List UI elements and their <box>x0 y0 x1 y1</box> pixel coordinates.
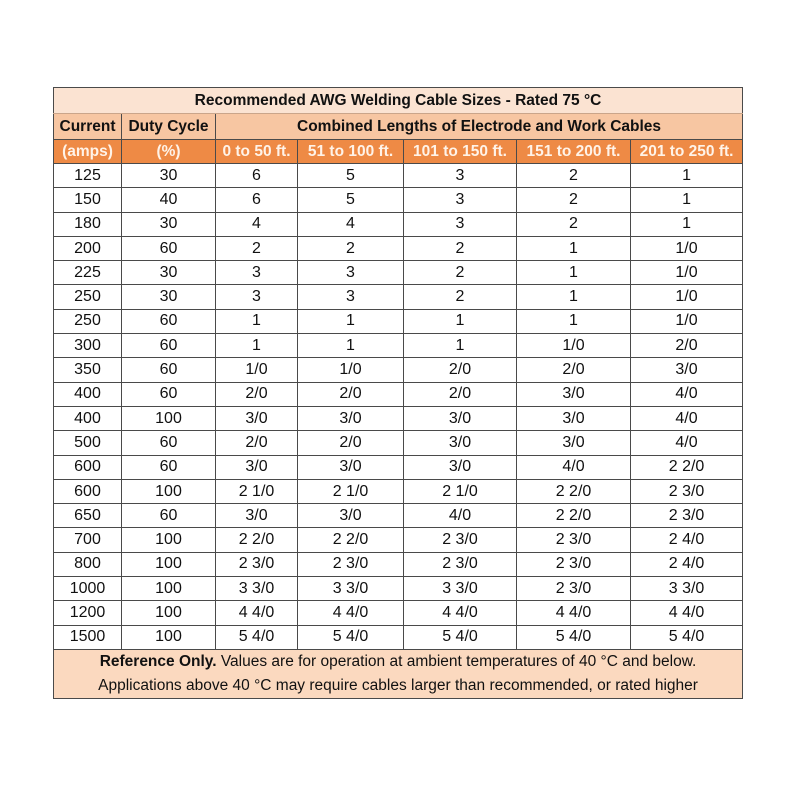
cell-size-51-100: 2 <box>298 236 404 260</box>
cell-size-151-200: 2 2/0 <box>517 504 631 528</box>
cell-size-0-50: 2 <box>216 236 298 260</box>
footer-line2: Applications above 40 °C may require cables larger than recommended, or rated higher <box>98 676 698 694</box>
cell-size-151-200: 4 4/0 <box>517 601 631 625</box>
cell-size-151-200: 2 <box>517 212 631 236</box>
cell-size-201-250: 5 4/0 <box>631 625 743 649</box>
welding-cable-table <box>53 87 743 699</box>
cell-duty-cycle: 100 <box>122 625 216 649</box>
cell-size-151-200: 1 <box>517 309 631 333</box>
cell-current-amps: 225 <box>54 261 122 285</box>
table-row <box>54 479 743 503</box>
footer-note <box>54 649 743 698</box>
cell-size-0-50: 3/0 <box>216 406 298 430</box>
table-row <box>54 164 743 188</box>
header-row-labels <box>54 114 743 140</box>
cell-duty-cycle: 30 <box>122 285 216 309</box>
cell-size-51-100: 1 <box>298 334 404 358</box>
table-row <box>54 528 743 552</box>
cell-duty-cycle: 100 <box>122 601 216 625</box>
cell-size-0-50: 4 4/0 <box>216 601 298 625</box>
cell-size-51-100: 3 <box>298 261 404 285</box>
cell-size-51-100: 5 4/0 <box>298 625 404 649</box>
cell-size-201-250: 2 4/0 <box>631 528 743 552</box>
cell-size-0-50: 5 4/0 <box>216 625 298 649</box>
cell-size-51-100: 4 4/0 <box>298 601 404 625</box>
footer-row <box>54 649 743 698</box>
cell-duty-cycle: 60 <box>122 431 216 455</box>
table-row <box>54 406 743 430</box>
header-unit-percent: (%) <box>122 140 216 164</box>
table-body <box>54 164 743 650</box>
cell-current-amps: 350 <box>54 358 122 382</box>
cell-duty-cycle: 60 <box>122 358 216 382</box>
cell-size-151-200: 1 <box>517 285 631 309</box>
cell-size-51-100: 5 <box>298 188 404 212</box>
cell-size-201-250: 1 <box>631 164 743 188</box>
cell-size-201-250: 1/0 <box>631 309 743 333</box>
header-length-0-50: 0 to 50 ft. <box>216 140 298 164</box>
cell-size-101-150: 5 4/0 <box>404 625 517 649</box>
cell-duty-cycle: 100 <box>122 406 216 430</box>
cell-size-201-250: 2 3/0 <box>631 479 743 503</box>
cell-size-151-200: 3/0 <box>517 431 631 455</box>
table-title-row <box>54 88 743 114</box>
cell-size-101-150: 2/0 <box>404 382 517 406</box>
cell-size-201-250: 2 3/0 <box>631 504 743 528</box>
table-row <box>54 358 743 382</box>
cell-size-101-150: 2 3/0 <box>404 528 517 552</box>
cell-current-amps: 1500 <box>54 625 122 649</box>
cell-size-0-50: 3 3/0 <box>216 577 298 601</box>
cell-current-amps: 125 <box>54 164 122 188</box>
cell-size-101-150: 2 3/0 <box>404 552 517 576</box>
cell-size-51-100: 3/0 <box>298 504 404 528</box>
cell-duty-cycle: 30 <box>122 212 216 236</box>
table-row <box>54 334 743 358</box>
table-row <box>54 431 743 455</box>
cell-current-amps: 600 <box>54 455 122 479</box>
cell-size-151-200: 5 4/0 <box>517 625 631 649</box>
cell-size-101-150: 2 1/0 <box>404 479 517 503</box>
cell-size-201-250: 4/0 <box>631 382 743 406</box>
cell-size-51-100: 2/0 <box>298 431 404 455</box>
cell-size-51-100: 2 2/0 <box>298 528 404 552</box>
cell-size-151-200: 4/0 <box>517 455 631 479</box>
cell-duty-cycle: 60 <box>122 504 216 528</box>
cell-size-0-50: 2 2/0 <box>216 528 298 552</box>
cell-current-amps: 800 <box>54 552 122 576</box>
cell-size-0-50: 2/0 <box>216 431 298 455</box>
cell-size-51-100: 1 <box>298 309 404 333</box>
table-row <box>54 188 743 212</box>
cell-current-amps: 1000 <box>54 577 122 601</box>
cell-size-101-150: 3/0 <box>404 406 517 430</box>
cell-size-0-50: 2/0 <box>216 382 298 406</box>
header-unit-amps: (amps) <box>54 140 122 164</box>
cell-size-151-200: 2 <box>517 164 631 188</box>
cell-duty-cycle: 100 <box>122 528 216 552</box>
cell-size-201-250: 4/0 <box>631 431 743 455</box>
cell-size-201-250: 1 <box>631 188 743 212</box>
cell-size-101-150: 1 <box>404 334 517 358</box>
header-lengths-group: Combined Lengths of Electrode and Work Cables <box>216 114 743 140</box>
cell-size-101-150: 2 <box>404 261 517 285</box>
cell-duty-cycle: 30 <box>122 261 216 285</box>
table-row <box>54 309 743 333</box>
cell-size-201-250: 1/0 <box>631 285 743 309</box>
cell-size-151-200: 2 3/0 <box>517 528 631 552</box>
table-row <box>54 236 743 260</box>
cell-size-201-250: 2/0 <box>631 334 743 358</box>
cell-size-201-250: 4/0 <box>631 406 743 430</box>
cell-size-151-200: 1 <box>517 236 631 260</box>
cell-duty-cycle: 30 <box>122 164 216 188</box>
cell-size-201-250: 2 4/0 <box>631 552 743 576</box>
cell-current-amps: 200 <box>54 236 122 260</box>
cell-size-201-250: 1/0 <box>631 261 743 285</box>
header-row-units <box>54 140 743 164</box>
header-length-51-100: 51 to 100 ft. <box>298 140 404 164</box>
cell-size-51-100: 2/0 <box>298 382 404 406</box>
cell-current-amps: 150 <box>54 188 122 212</box>
cell-size-101-150: 3/0 <box>404 455 517 479</box>
table-row <box>54 601 743 625</box>
cell-current-amps: 600 <box>54 479 122 503</box>
cell-size-101-150: 2/0 <box>404 358 517 382</box>
cell-size-0-50: 6 <box>216 164 298 188</box>
cell-size-101-150: 4/0 <box>404 504 517 528</box>
footer-line1: Values are for operation at ambient temperatures of 40 °C and below. <box>216 652 697 670</box>
cell-size-151-200: 2 3/0 <box>517 552 631 576</box>
cell-size-51-100: 3 <box>298 285 404 309</box>
cell-current-amps: 250 <box>54 285 122 309</box>
table-row <box>54 504 743 528</box>
table-row <box>54 212 743 236</box>
cell-current-amps: 700 <box>54 528 122 552</box>
cell-size-0-50: 3/0 <box>216 504 298 528</box>
table-row <box>54 285 743 309</box>
cell-size-101-150: 2 <box>404 236 517 260</box>
header-current: Current <box>54 114 122 140</box>
cell-size-151-200: 2 2/0 <box>517 479 631 503</box>
cell-duty-cycle: 40 <box>122 188 216 212</box>
footer-bold-lead: Reference Only. <box>99 652 217 670</box>
cell-current-amps: 180 <box>54 212 122 236</box>
cell-size-0-50: 1 <box>216 309 298 333</box>
cell-duty-cycle: 100 <box>122 552 216 576</box>
cell-size-151-200: 2/0 <box>517 358 631 382</box>
cell-size-101-150: 1 <box>404 309 517 333</box>
cell-current-amps: 650 <box>54 504 122 528</box>
cell-size-51-100: 3/0 <box>298 455 404 479</box>
table-row <box>54 261 743 285</box>
cell-size-0-50: 2 1/0 <box>216 479 298 503</box>
cell-duty-cycle: 60 <box>122 334 216 358</box>
cell-size-151-200: 1/0 <box>517 334 631 358</box>
table-row <box>54 382 743 406</box>
cell-size-101-150: 3 <box>404 188 517 212</box>
cell-current-amps: 250 <box>54 309 122 333</box>
cell-size-51-100: 3 3/0 <box>298 577 404 601</box>
cell-size-151-200: 3/0 <box>517 406 631 430</box>
cell-size-101-150: 3 <box>404 212 517 236</box>
cell-size-0-50: 4 <box>216 212 298 236</box>
cell-size-151-200: 1 <box>517 261 631 285</box>
cell-size-0-50: 3 <box>216 261 298 285</box>
cell-size-201-250: 1 <box>631 212 743 236</box>
header-length-101-150: 101 to 150 ft. <box>404 140 517 164</box>
table-title: Recommended AWG Welding Cable Sizes - Rated 75 °C <box>54 88 743 114</box>
cell-size-0-50: 3/0 <box>216 455 298 479</box>
header-length-151-200: 151 to 200 ft. <box>517 140 631 164</box>
cell-size-0-50: 1 <box>216 334 298 358</box>
cell-size-0-50: 6 <box>216 188 298 212</box>
cell-size-101-150: 4 4/0 <box>404 601 517 625</box>
cell-duty-cycle: 60 <box>122 236 216 260</box>
cell-size-51-100: 5 <box>298 164 404 188</box>
cell-current-amps: 500 <box>54 431 122 455</box>
cell-duty-cycle: 100 <box>122 479 216 503</box>
cell-size-101-150: 3 <box>404 164 517 188</box>
table-row <box>54 552 743 576</box>
cell-size-0-50: 2 3/0 <box>216 552 298 576</box>
cell-size-201-250: 1/0 <box>631 236 743 260</box>
cell-size-101-150: 2 <box>404 285 517 309</box>
cell-size-0-50: 1/0 <box>216 358 298 382</box>
cell-size-151-200: 2 3/0 <box>517 577 631 601</box>
table-row <box>54 625 743 649</box>
cell-size-51-100: 2 1/0 <box>298 479 404 503</box>
cell-size-51-100: 4 <box>298 212 404 236</box>
header-duty-cycle: Duty Cycle <box>122 114 216 140</box>
cell-size-101-150: 3/0 <box>404 431 517 455</box>
cell-size-51-100: 2 3/0 <box>298 552 404 576</box>
cell-duty-cycle: 100 <box>122 577 216 601</box>
cell-size-151-200: 3/0 <box>517 382 631 406</box>
welding-cable-table-container <box>53 87 742 699</box>
cell-duty-cycle: 60 <box>122 455 216 479</box>
cell-size-201-250: 4 4/0 <box>631 601 743 625</box>
cell-size-201-250: 2 2/0 <box>631 455 743 479</box>
cell-current-amps: 1200 <box>54 601 122 625</box>
table-row <box>54 577 743 601</box>
cell-size-51-100: 1/0 <box>298 358 404 382</box>
cell-duty-cycle: 60 <box>122 382 216 406</box>
cell-current-amps: 400 <box>54 382 122 406</box>
cell-size-0-50: 3 <box>216 285 298 309</box>
cell-duty-cycle: 60 <box>122 309 216 333</box>
cell-size-101-150: 3 3/0 <box>404 577 517 601</box>
cell-current-amps: 400 <box>54 406 122 430</box>
cell-current-amps: 300 <box>54 334 122 358</box>
header-length-201-250: 201 to 250 ft. <box>631 140 743 164</box>
cell-size-151-200: 2 <box>517 188 631 212</box>
cell-size-201-250: 3 3/0 <box>631 577 743 601</box>
table-row <box>54 455 743 479</box>
cell-size-201-250: 3/0 <box>631 358 743 382</box>
cell-size-51-100: 3/0 <box>298 406 404 430</box>
